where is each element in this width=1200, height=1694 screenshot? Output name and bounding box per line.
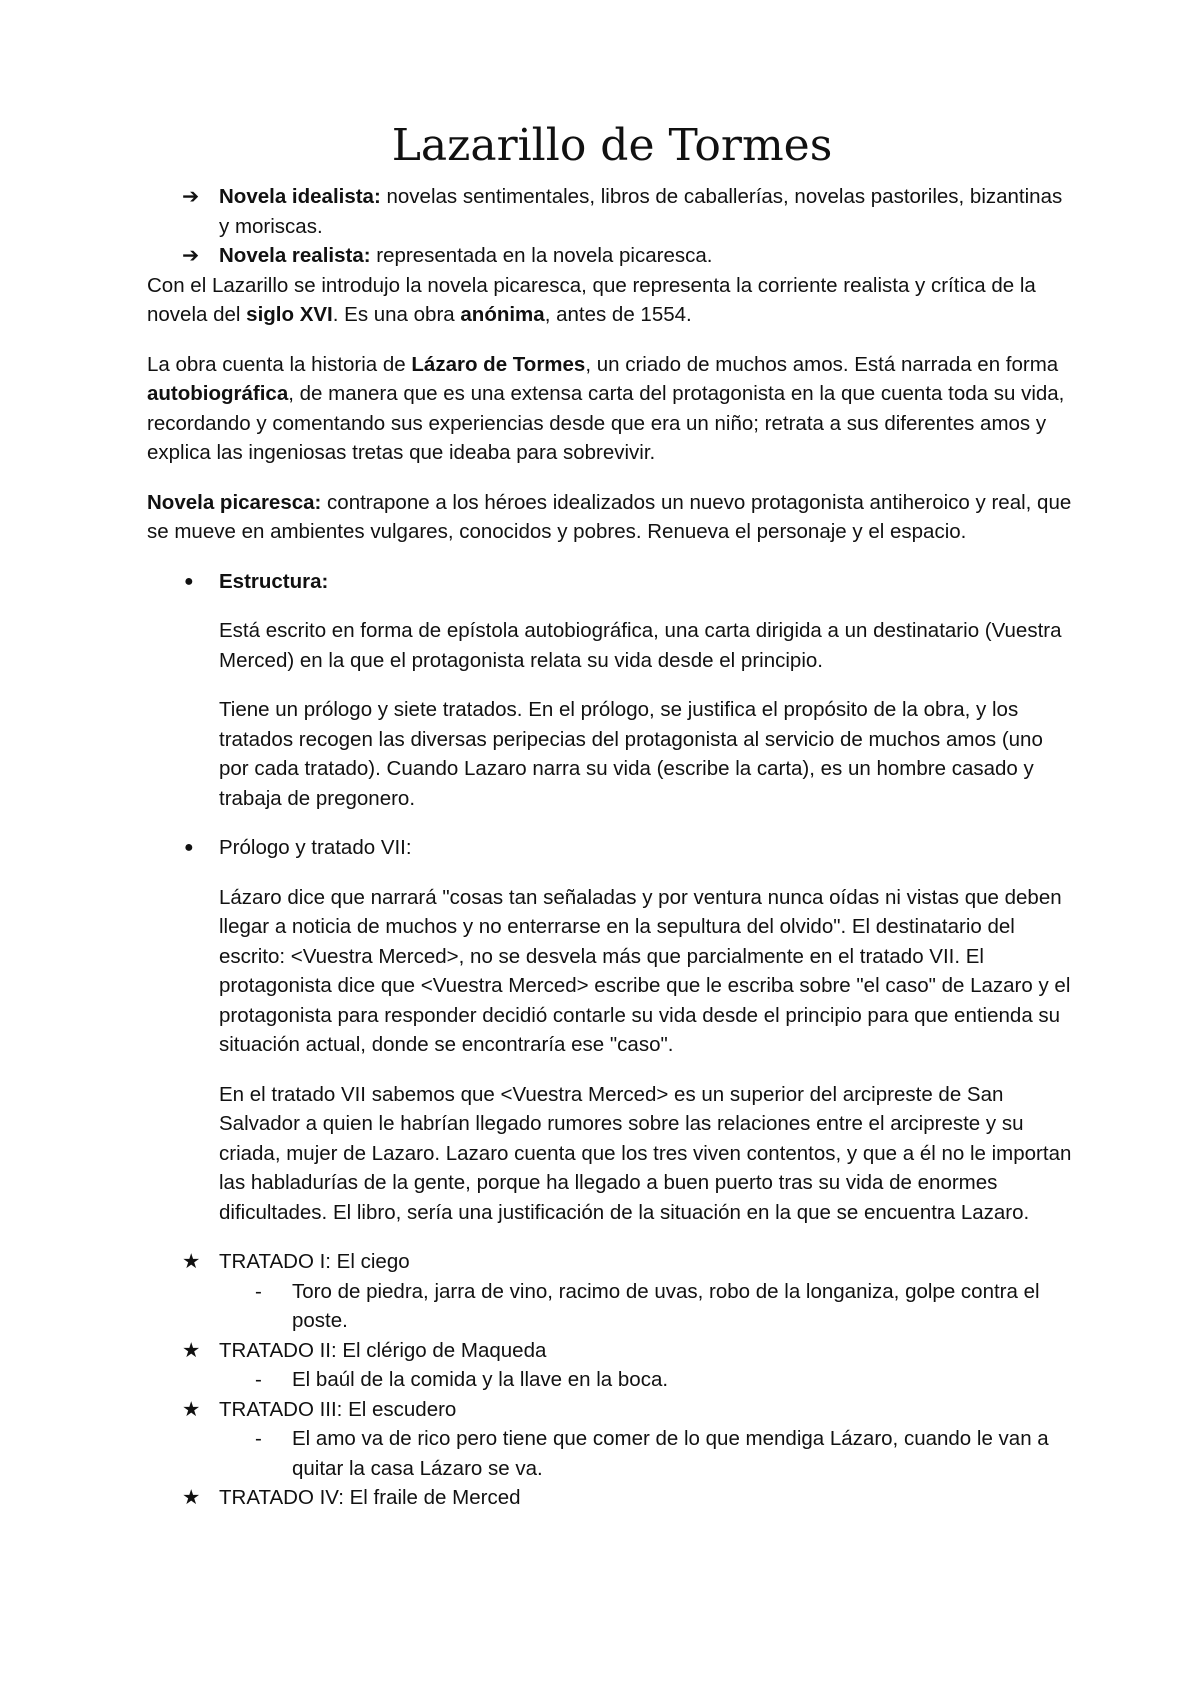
- page-title: Lazarillo de Tormes: [391, 120, 833, 171]
- section-paragraph: En el tratado VII sabemos que <Vuestra Merced> es un superior del arcipreste de San Salvador a quien le habrían llegado rumores sobre las relaciones entre el arcipreste y su criada, mujer de Lazaro. Lazaro cuenta que los tres viven contentos, y que a él no le importan las habladurías de la gente, porque ha llegado a buen puerto tras su vida de enormes dificultades. El libro, sería una justificación de la situación en la que se encuentra Lazaro.: [219, 1082, 1072, 1224]
- list-item: [147, 1247, 1077, 1336]
- tratado-detail: El amo va de rico pero tiene que comer de lo que mendiga Lázaro, cuando le van a quitar la casa Lázaro se va.: [292, 1427, 1049, 1480]
- tratado-title: TRATADO I: El ciego: [219, 1250, 410, 1273]
- list-item: [147, 833, 1077, 1227]
- list-item: [147, 1365, 1077, 1395]
- picaresca-paragraph: [147, 488, 1077, 547]
- bold-text: autobiográfica: [147, 382, 289, 405]
- bold-text: anónima: [460, 303, 545, 326]
- intro-paragraph: [147, 271, 1077, 330]
- section-paragraph: Lázaro dice que narrará "cosas tan señaladas y por ventura nunca oídas ni vistas que deben llegar a noticia de muchos y no enterrarse en la sepultura del olvido". El destinatario del escrito: <Vuestra Merced>, no se desvela más que parcialmente en el tratado VII. El protagonista dice que <Vuestra Merced> escribe que le escriba sobre "el caso" de Lazaro y el protagonista para responder decidió contarle su vida desde el principio para que entienda su situación actual, donde se encontraría ese "caso".: [219, 885, 1071, 1056]
- document-page: [147, 118, 1077, 1513]
- dash-icon: -: [255, 1279, 262, 1303]
- bold-text: Novela picaresca:: [147, 490, 322, 514]
- dash-icon: -: [255, 1427, 262, 1450]
- section-list: [147, 567, 1077, 1228]
- term-description: representada en la novela picaresca.: [370, 244, 713, 267]
- star-icon: ★: [182, 1250, 201, 1273]
- bullet-icon: ●: [184, 572, 194, 590]
- list-item: [147, 1395, 1077, 1484]
- list-item: [147, 1277, 1077, 1336]
- text-run: contrapone a los héroes idealizados un nuevo protagonista antiheroico y real, que se mueve en ambientes vulgares, conocidos y pobres. Renueva el personaje y el espacio.: [147, 490, 1072, 543]
- section-heading: [219, 567, 1077, 597]
- list-item: [147, 567, 1077, 814]
- list-item: [147, 1424, 1077, 1483]
- bold-text: Lázaro de Tormes: [411, 352, 586, 376]
- star-icon: ★: [182, 1397, 201, 1421]
- bullet-icon: ●: [184, 839, 194, 856]
- bold-text: siglo XVI: [246, 303, 333, 326]
- tratado-details: [219, 1277, 1077, 1336]
- text-run: . Es una obra: [332, 303, 461, 326]
- star-icon: ★: [182, 1338, 201, 1362]
- text-run: , de manera que es una extensa carta del protagonista en la que cuenta toda su vida, recordando y comentando sus experiencias desde que era un niño; retrata a sus diferentes amos y explica las ingeniosas tretas que ideaba para sobrevivir.: [147, 382, 1065, 464]
- tratado-details: [219, 1424, 1077, 1483]
- list-item: [147, 1483, 1077, 1513]
- section-paragraph: Está escrito en forma de epístola autobiográfica, una carta dirigida a un destinatario (Vuestra Merced) en la que el protagonista relata su vida desde el principio.: [219, 619, 1062, 672]
- text-run: La obra cuenta la historia de: [147, 352, 412, 376]
- star-icon: ★: [182, 1486, 201, 1509]
- list-item: [147, 1336, 1077, 1395]
- arrow-right-icon: ➔: [182, 185, 200, 208]
- tratado-detail: El baúl de la comida y la llave en la boca.: [292, 1368, 669, 1391]
- term-description: novelas sentimentales, libros de caballerías, novelas pastoriles, bizantinas y moriscas.: [219, 185, 1063, 238]
- section-heading: Prólogo y tratado VII:: [219, 836, 412, 859]
- tratado-detail: Toro de piedra, jarra de vino, racimo de uvas, robo de la longaniza, golpe contra el poste.: [292, 1279, 1040, 1332]
- term-label: Novela idealista:: [219, 185, 381, 208]
- list-item: [147, 182, 1077, 241]
- list-item: [147, 241, 1077, 271]
- tratado-title: TRATADO III: El escudero: [219, 1397, 457, 1421]
- tratado-title: TRATADO II: El clérigo de Maqueda: [219, 1338, 547, 1362]
- text-run: Con el Lazarillo se introdujo la novela picaresca, que representa la corriente realista y crítica de la novela del: [147, 273, 1036, 326]
- text-run: , un criado de muchos amos. Está narrada en forma: [585, 352, 1059, 376]
- tratado-title: TRATADO IV: El fraile de Merced: [219, 1486, 521, 1509]
- term-label: Novela realista:: [219, 244, 371, 267]
- arrow-right-icon: ➔: [182, 244, 200, 267]
- story-paragraph: [147, 350, 1077, 468]
- dash-icon: -: [255, 1368, 262, 1391]
- novela-types-list: [147, 182, 1077, 271]
- text-run: , antes de 1554.: [544, 303, 692, 326]
- section-paragraph: Tiene un prólogo y siete tratados. En el prólogo, se justifica el propósito de la obra, y los tratados recogen las diversas peripecias del protagonista al servicio de muchos amos (uno por cada tratado). Cuando Lazaro narra su vida (escribe la carta), es un hombre casado y trabaja de pregonero.: [219, 698, 1043, 810]
- tratado-details: [219, 1365, 1077, 1395]
- bold-text: Estructura:: [219, 569, 329, 593]
- tratados-list: [147, 1247, 1077, 1513]
